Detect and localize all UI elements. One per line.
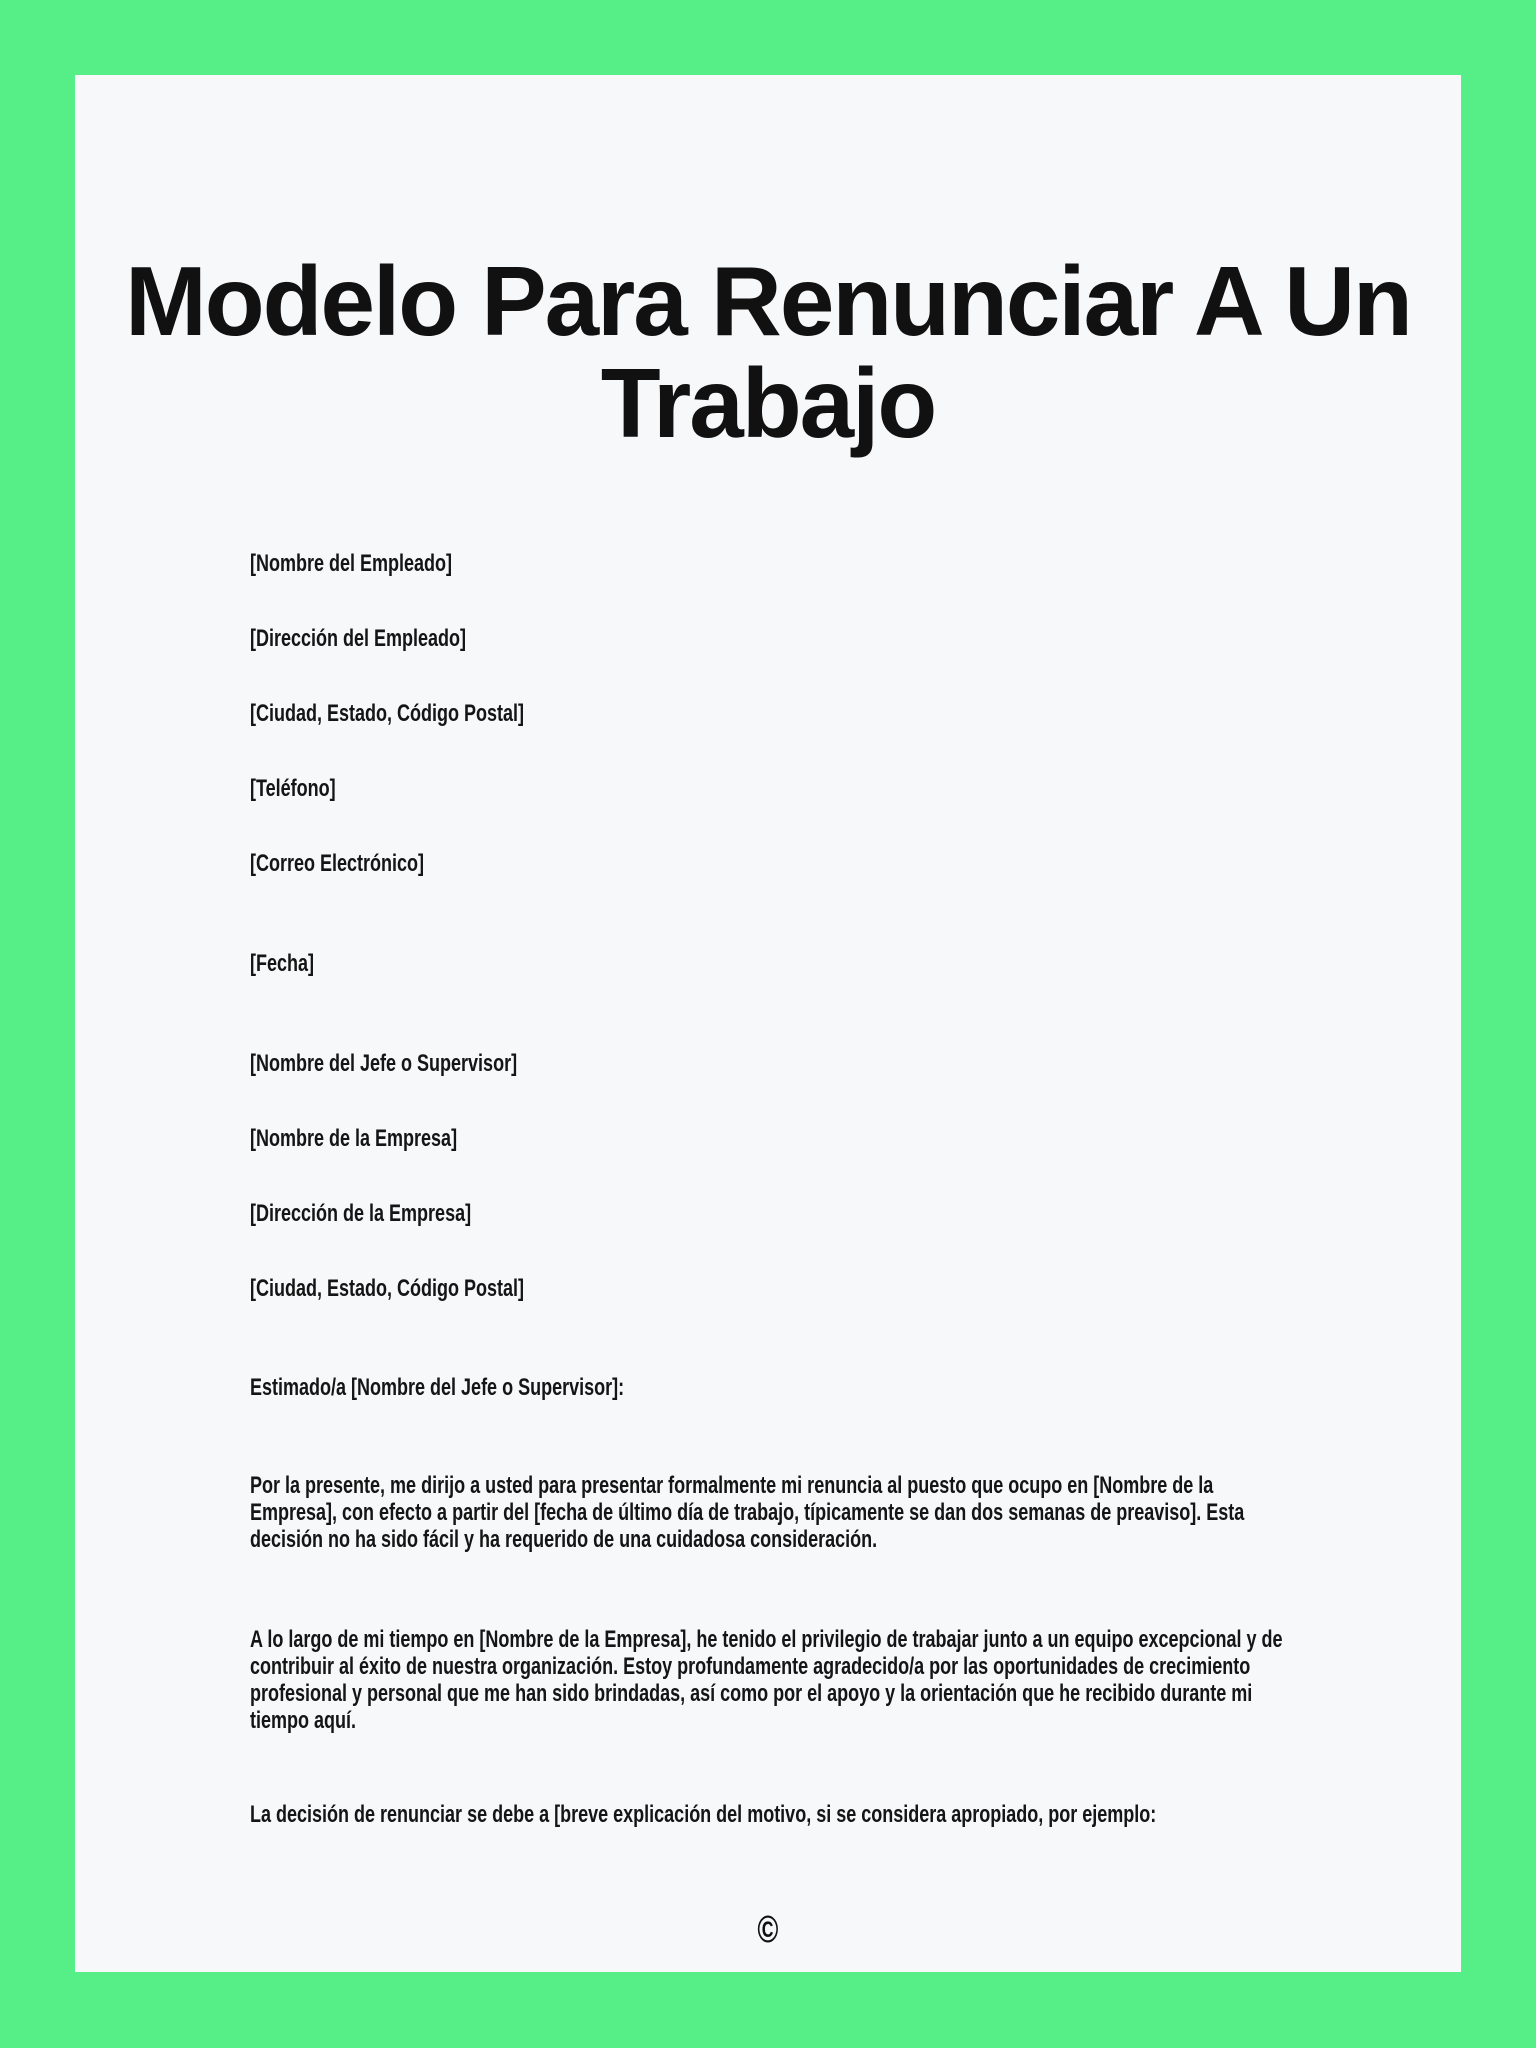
sender-line: [Correo Electrónico] — [250, 850, 425, 877]
copyright-icon: © — [757, 1909, 779, 1951]
recipient-line: [Dirección de la Empresa] — [250, 1200, 472, 1227]
salutation: Estimado/a [Nombre del Jefe o Supervisor]: — [250, 1374, 625, 1401]
letter-body — [250, 550, 1286, 1950]
sender-line: [Nombre del Empleado] — [250, 550, 453, 577]
letter-paragraph: A lo largo de mi tiempo en [Nombre de la Empresa], he tenido el privilegio de trabajar junto a un equipo excepcional y de contribuir al éxito de nuestra organización. Estoy profundamente agradecido/a por las oportunidades de crecimiento profesional y personal que me han sido brindadas, así como por el apoyo y la orientación que he recibido durante mi tiempo aquí. — [250, 1626, 1283, 1734]
document-page — [75, 75, 1461, 1972]
document-title: Modelo Para Renunciar A Un Trabajo — [125, 246, 1411, 458]
letter-paragraph: Por la presente, me dirijo a usted para presentar formalmente mi renuncia al puesto que ocupo en [Nombre de la Empresa], con efecto a partir del [fecha de último día de trabajo, típicamente se dan dos semanas de preaviso]. Esta decisión no ha sido fácil y ha requerido de una cuidadosa consideración. — [250, 1472, 1245, 1553]
recipient-line: [Nombre del Jefe o Supervisor] — [250, 1050, 518, 1077]
recipient-line: [Ciudad, Estado, Código Postal] — [250, 1275, 525, 1302]
sender-line: [Ciudad, Estado, Código Postal] — [250, 700, 525, 727]
recipient-line: [Nombre de la Empresa] — [250, 1125, 458, 1152]
sender-line: [Teléfono] — [250, 775, 336, 802]
sender-line: [Dirección del Empleado] — [250, 625, 467, 652]
date-line: [Fecha] — [250, 950, 315, 977]
letter-paragraph: La decisión de renunciar se debe a [breve explicación del motivo, si se considera apropiado, por ejemplo: — [250, 1801, 1157, 1828]
